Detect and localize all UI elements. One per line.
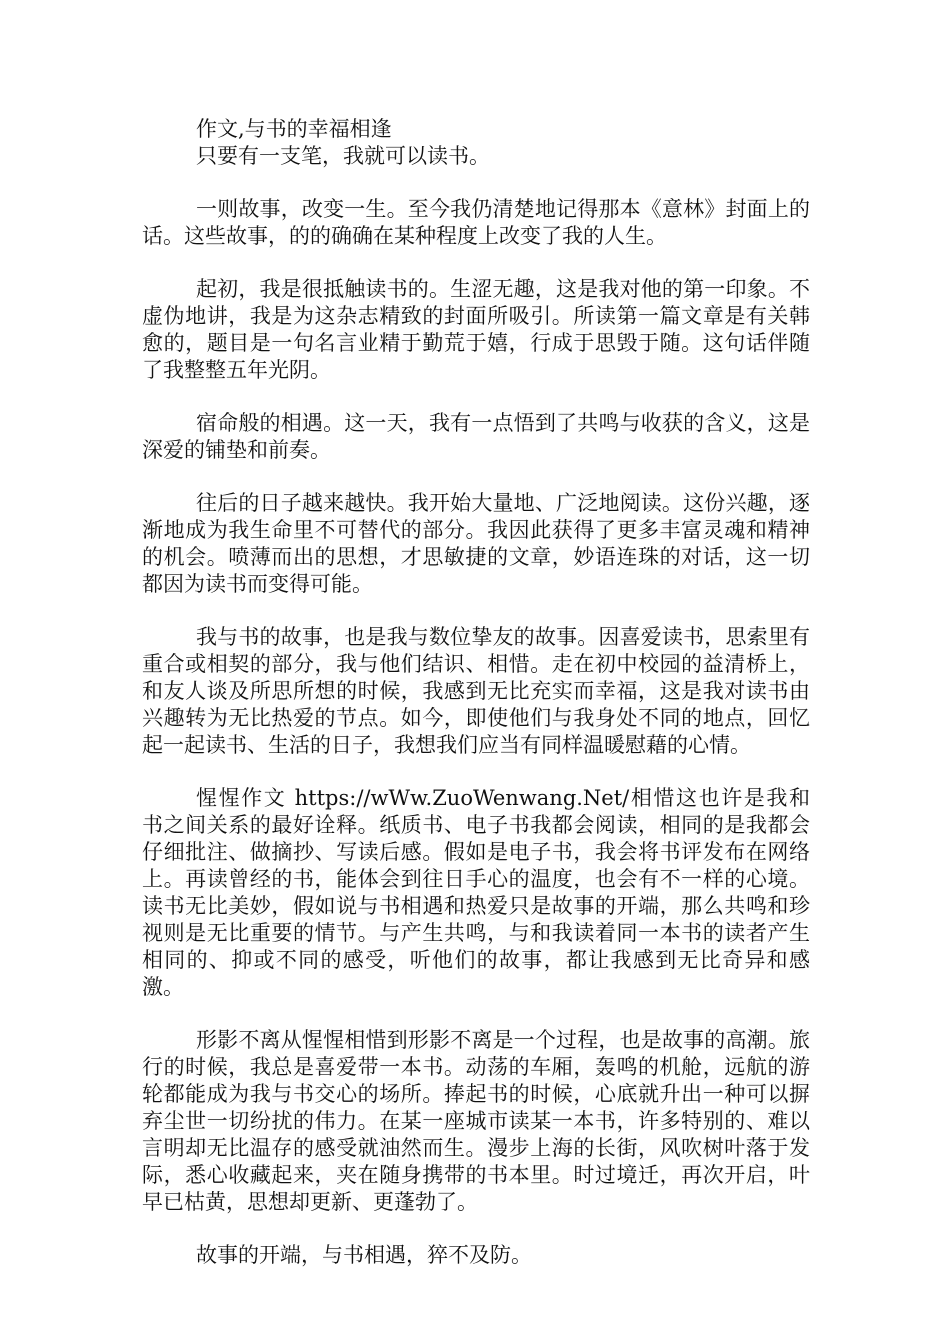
paragraph-6: 惺惺作文 https://wWw.ZuoWenwang.Net/相惜这也许是我和书之间关系的最好诠释。纸质书、电子书我都会阅读，相同的是我都会仔细批注、做摘抄、写读后感。假如是电子书，我会将书评发布在网络上。再读曾经的书，能体会到往日手心的温度，也会有不一样的心境。读书无比美妙，假如说与书相遇和热爱只是故事的开端，那么共鸣和珍视则是无比重要的情节。与产生共鸣，与和我读着同一本书的读者产生相同的、抑或不同的感受，听他们的故事，都让我感到无比奇异和感激。 (142, 786, 810, 999)
paragraph-1: 一则故事，改变一生。至今我仍清楚地记得那本《意林》封面上的话。这些故事，的的确确在某种程度上改变了我的人生。 (142, 197, 810, 248)
paragraph-3: 宿命般的相遇。这一天，我有一点悟到了共鸣与收获的含义，这是深爱的铺垫和前奏。 (142, 411, 810, 462)
paragraph-5: 我与书的故事，也是我与数位挚友的故事。因喜爱读书，思索里有重合或相契的部分，我与他们结识、相惜。走在初中校园的益清桥上，和友人谈及所思所想的时候，我感到无比充实而幸福，这是我对读书由兴趣转为无比热爱的节点。如今，即使他们与我身处不同的地点，回忆起一起读书、生活的日子，我想我们应当有同样温暖慰藉的心情。 (142, 625, 810, 757)
document-body (142, 116, 810, 1295)
paragraph-2: 起初，我是很抵触读书的。生涩无趣，这是我对他的第一印象。不虚伪地讲，我是为这杂志精致的封面所吸引。所读第一篇文章是有关韩愈的，题目是一句名言业精于勤荒于嬉，行成于思毁于随。这句话伴随了我整整五年光阴。 (142, 277, 810, 382)
document-title: 作文,与书的幸福相逢 (196, 117, 392, 141)
paragraph-4: 往后的日子越来越快。我开始大量地、广泛地阅读。这份兴趣，逐渐地成为我生命里不可替代的部分。我因此获得了更多丰富灵魂和精神的机会。喷薄而出的思想，才思敏捷的文章，妙语连珠的对话，这一切都因为读书而变得可能。 (142, 491, 810, 596)
document-subtitle: 只要有一支笔，我就可以读书。 (196, 144, 490, 168)
paragraph-7: 形影不离从惺惺相惜到形影不离是一个过程，也是故事的高潮。旅行的时候，我总是喜爱带一本书。动荡的车厢，轰鸣的机舱，远航的游轮都能成为我与书交心的场所。捧起书的时候，心底就升出一种可以摒弃尘世一切纷扰的伟力。在某一座城市读某一本书，许多特别的、难以言明却无比温存的感受就油然而生。漫步上海的长街，风吹树叶落于发际，悉心收藏起来，夹在随身携带的书本里。时过境迁，再次开启，叶早已枯黄，思想却更新、更蓬勃了。 (142, 1028, 810, 1214)
paragraph-8: 故事的开端，与书相遇，猝不及防。 (196, 1243, 532, 1267)
